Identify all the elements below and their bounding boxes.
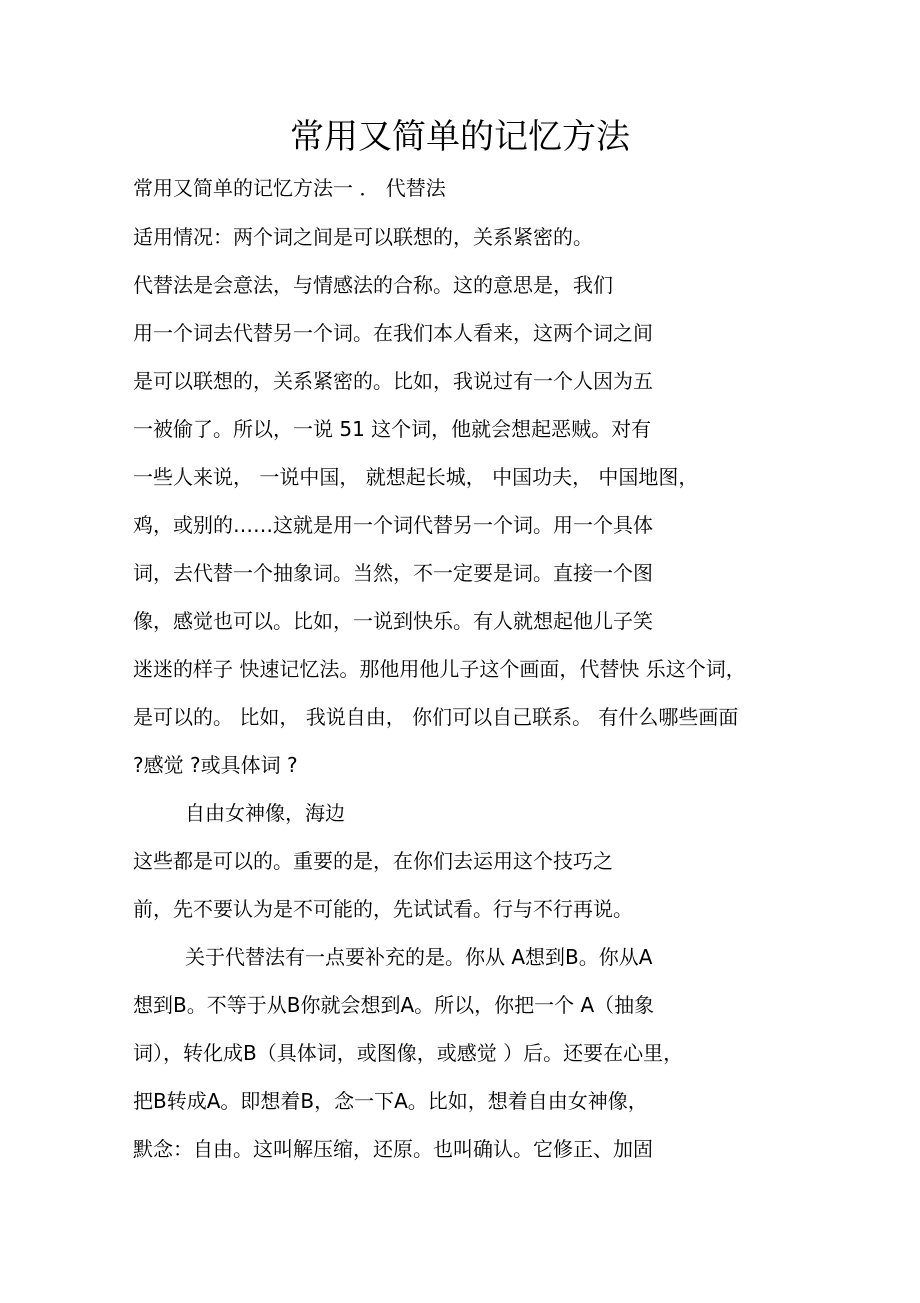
paragraph-line: 这些都是可以的。重要的是，在你们去运用这个技巧之 xyxy=(133,849,613,873)
paragraph-line: 用一个词去代替另一个词。在我们本人看来，这两个词之间 xyxy=(133,321,653,345)
paragraph-line: 一些人来说， 一说中国， 就想起长城， 中国功夫， 中国地图， xyxy=(133,465,699,489)
paragraph-line: ?感觉 ?或具体词 ? xyxy=(133,753,298,777)
paragraph-line: 是可以的。 比如， 我说自由， 你们可以自己联系。 有什么哪些画面 xyxy=(133,705,739,729)
section-heading: 常用又简单的记忆方法一 ． 代替法 xyxy=(133,176,446,200)
paragraph-line: 一被偷了。所以，一说 51 这个词，他就会想起恶贼。对有 xyxy=(133,417,652,441)
paragraph-line: 代替法是会意法，与情感法的合称。这的意思是，我们 xyxy=(133,273,613,297)
paragraph-line: 前，先不要认为是不可能的，先试试看。行与不行再说。 xyxy=(133,897,633,921)
paragraph-line: 词），转化成B（具体词，或图像，或感觉 ）后。还要在心里， xyxy=(133,1041,684,1065)
paragraph-line: 关于代替法有一点要补充的是。你从 A想到B。你从A xyxy=(185,945,653,969)
paragraph-line: 是可以联想的，关系紧密的。比如，我说过有一个人因为五 xyxy=(133,369,653,393)
paragraph-line: 想到B。不等于从B你就会想到A。所以，你把一个 A（抽象 xyxy=(133,993,655,1017)
paragraph-line: 自由女神像，海边 xyxy=(185,801,345,825)
paragraph-line: 像，感觉也可以。比如，一说到快乐。有人就想起他儿子笑 xyxy=(133,609,653,633)
document-title: 常用又简单的记忆方法 xyxy=(290,117,630,157)
paragraph-line: 默念：自由。这叫解压缩，还原。也叫确认。它修正、加固 xyxy=(133,1137,653,1161)
paragraph-line: 适用情况：两个词之间是可以联想的，关系紧密的。 xyxy=(133,225,593,249)
paragraph-line: 迷迷的样子 快速记忆法。那他用他儿子这个画面，代替快 乐这个词， xyxy=(133,657,746,681)
paragraph-line: 词，去代替一个抽象词。当然，不一定要是词。直接一个图 xyxy=(133,561,653,585)
paragraph-line: 把B转成A。即想着B，念一下A。比如，想着自由女神像， xyxy=(133,1089,648,1113)
paragraph-line: 鸡，或别的……这就是用一个词代替另一个词。用一个具体 xyxy=(133,513,653,537)
